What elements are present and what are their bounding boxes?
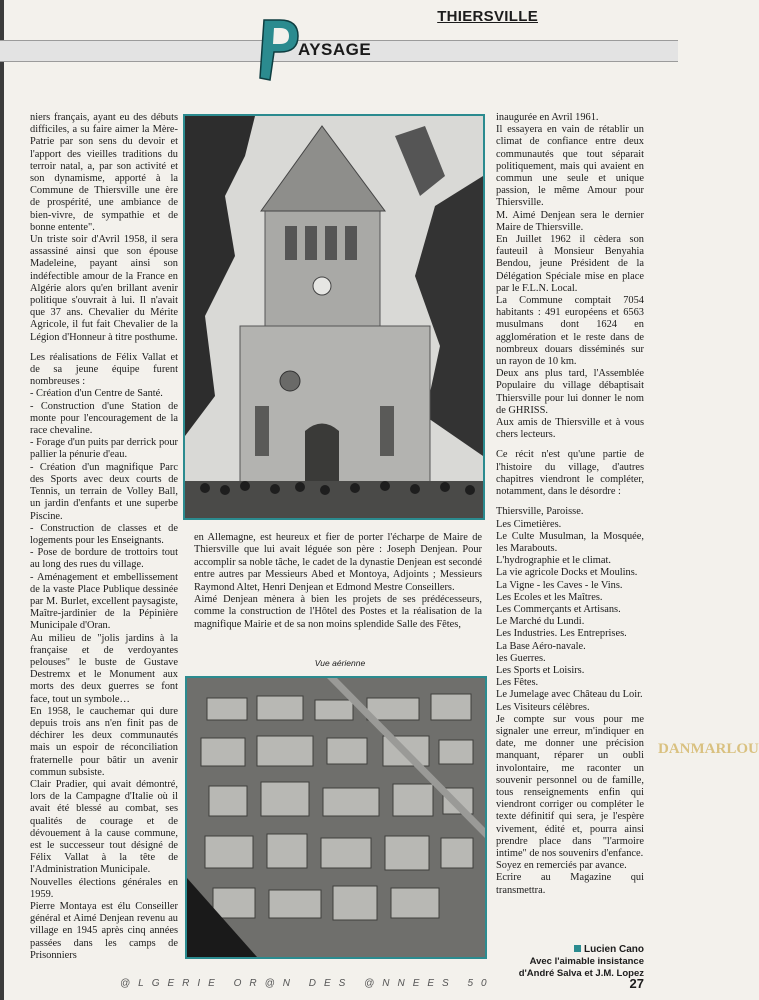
paragraph: Ecrire au Magazine qui transmettra.: [496, 872, 644, 896]
credit-line: d'André Salva et J.M. Lopez: [518, 968, 644, 979]
paragraph: En Juillet 1962 il cèdera son fauteuil à Monsieur Benyahia Bendou, jeune Président de la Délégation Spéciale mise en place par le F.L.N. Local.: [496, 234, 644, 294]
list-item: Les Sports et Loisirs.: [496, 664, 585, 676]
paragraph: Deux ans plus tard, l'Assemblée Populaire du village débaptisait Thiersville pour lui donner le nom de GHRISS.: [496, 368, 644, 416]
paragraph: Pierre Montaya est élu Conseiller général et Aimé Denjean revenu au village en 1945 après cinq années passées dans les camps de Prisonniers: [30, 901, 178, 961]
list-item: les Guerres.: [496, 652, 546, 664]
aerial-photo: [185, 676, 487, 959]
list-item: Les Cimetières.: [496, 518, 562, 530]
column-left: [30, 112, 178, 962]
paragraph: Je compte sur vous pour me signaler une erreur, m'indiquer en date, me donner une précision manquant, réparer un oubli involontaire, me raconter un souvenir personnel ou de famille, tous renseignements enfin qui viendront corriger ou compléter le texte définitif qui sera, je l'espère vivement, édité et, pourra ainsi prendre place dans "l'armoire intime" de nos souvenirs d'enfance.: [496, 713, 644, 859]
paragraph: niers français, ayant eu des débuts difficiles, a su faire aimer la Mère-Patrie par son sens du devoir et l'apport des vieilles traditions du terroir natal, a, par son activité et son dynamisme, apporté à la Commune de Thiersville une ère de prospérité, une ambiance de bien-vivre, de sympathie et de bonne entente".: [30, 112, 178, 233]
list-item: Les Industries. Les Entreprises.: [496, 628, 627, 640]
list-item: Les Ecoles et les Maîtres.: [496, 591, 603, 603]
list-item: Le Jumelage avec Château du Loir.: [496, 689, 643, 701]
paragraph: Un triste soir d'Avril 1958, il sera assassiné ainsi que son épouse Madeleine, payant ainsi son indéfectible amour de la France en Algérie alors qu'en brillant avenir politique s'ouvrait à lui. Il n'avait que 37 ans. Chevalier du Mérite Agricole, il fut fait Chevalier de la Légion d'Honneur à titre posthume.: [30, 234, 178, 343]
page-binding-edge: [0, 0, 4, 1000]
column-right: [496, 112, 644, 897]
paragraph: Les réalisations de Félix Vallat et de sa jeune équipe furent nombreuses :: [30, 351, 178, 388]
list-item: - Forage d'un puits par derrick pour pallier la pénurie d'eau.: [30, 437, 178, 461]
list-item: - Création d'un magnifique Parc des Sports avec deux courts de Tennis, un terrain de Volley Ball, un jardin d'enfants et une superbe Piscine.: [30, 461, 178, 522]
header-title: AYSAGE: [298, 40, 372, 59]
list-item: La vie agricole Docks et Moulins.: [496, 567, 638, 579]
paragraph: Il essayera en vain de rétablir un climat de confiance entre deux communautés que tout séparait politiquement, mais qui avaient en commun une seule et unique passion, le même Amour pour Thiersville.: [496, 124, 644, 209]
list-item: - Construction de classes et de logements pour les Enseignants.: [30, 522, 178, 546]
paragraph: Ce récit n'est qu'une partie de l'histoire du village, d'autres chapitres viendront le compléter, notamment, dans le désordre :: [496, 449, 644, 498]
paragraph: En 1958, le cauchemar qui dure depuis trois ans n'en finit pas de déchirer les deux communautés mais un espoir de réconciliation fraternelle pour bâtir un avenir commun subsiste.: [30, 705, 178, 778]
list-item: - Aménagement et embellissement de la vaste Place Publique dessinée par M. Burlet, excellent paysagiste, Maître-jardinier de la Pépinière Municipale d'Oran.: [30, 571, 178, 632]
list-item: Les Fêtes.: [496, 677, 539, 689]
list-item: Les Visiteurs célèbres.: [496, 701, 590, 713]
paragraph: Aux amis de Thiersville et à vous chers lecteurs.: [496, 417, 644, 441]
watermark: DANMARLOU: [658, 741, 759, 757]
paragraph: Au milieu de "jolis jardins à la française et de verdoyantes pelouses" le buste de Gustave Destremx et le Monument aux morts des deux guerres se font face, tout un symbole…: [30, 632, 178, 705]
footer-magazine: @LGERIE OR@N DES @NNEES 50: [120, 978, 495, 989]
page-number: 27: [629, 976, 644, 991]
list-item: La Vigne - les Caves - le Vins.: [496, 579, 623, 591]
list-item: Le Marché du Lundi.: [496, 616, 585, 628]
paragraph: Soyez en remerciés par avance.: [496, 860, 627, 872]
list-item: Thiersville, Paroisse.: [496, 506, 584, 518]
author-credit: [519, 944, 644, 980]
column-middle: [194, 532, 482, 631]
list-item: - Création d'un Centre de Santé.: [30, 388, 163, 400]
list-item: La Base Aéro-navale.: [496, 640, 586, 652]
section-title: THIERSVILLE: [437, 8, 538, 25]
photo-caption: Vue aérienne: [314, 658, 366, 668]
paragraph: Nouvelles élections générales en 1959.: [30, 876, 178, 900]
paragraph: Aimé Denjean mènera à bien les projets de ses prédécesseurs, comme la construction de l'Hôtel des Postes et la réalisation de la magnifique Mairie et de sa non moins splendide Salle des Fêtes,: [194, 594, 482, 630]
list-item: L'hydrographie et le climat.: [496, 555, 611, 567]
paragraph: M. Aimé Denjean sera le dernier Maire de Thiersville.: [496, 209, 644, 233]
church-photo: [183, 114, 485, 520]
list-item: - Pose de bordure de trottoirs tout au long des rues du village.: [30, 547, 178, 571]
author-name: Lucien Cano: [583, 944, 644, 955]
list-item: - Construction d'une Station de monte pour l'encouragement de la race chevaline.: [30, 400, 178, 437]
paragraph: inaugurée en Avril 1961.: [496, 112, 599, 123]
credit-line: Avec l'aimable insistance: [529, 956, 644, 967]
paragraph: en Allemagne, est heureux et fier de porter l'écharpe de Maire de Thiersville que lui avait léguée son père : Joseph Denjean. Pour accomplir sa noble tâche, le cadet de la dynastie Denjean est secondé entre autres par Messieurs Abed et Montoya, Adjoints ; Messieurs Raymond Altet, Henri Denjean et Edmond Mestre Conseillers.: [194, 532, 482, 593]
paragraph: Clair Pradier, qui avait démontré, lors de la Campagne d'Italie où il avait été blessé au combat, ses qualités de courage et de dévouement à la cause commune, est le successeur tout désigné de Félix Vallat à la tête de l'Administration Municipale.: [30, 778, 178, 876]
square-bullet-icon: [574, 945, 581, 952]
list-item: Le Culte Musulman, la Mosquée, les Marabouts.: [496, 530, 644, 554]
paysage-p-logo-icon: [258, 18, 302, 82]
paragraph: La Commune comptait 7054 habitants : 491 européens et 6563 musulmans dont 1624 en agglomération et le reste dans de nombreux douars disséminés sur un rayon de 10 km.: [496, 295, 644, 368]
list-item: Les Commerçants et Artisans.: [496, 603, 621, 615]
